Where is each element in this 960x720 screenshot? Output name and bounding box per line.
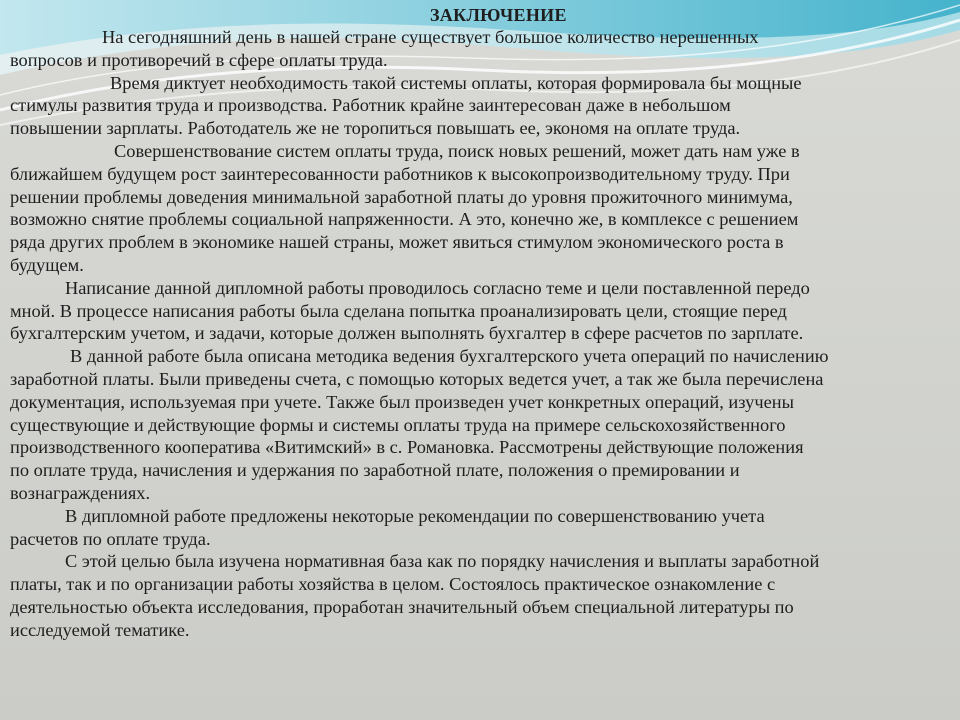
paragraph-6 [10,505,940,551]
text-line: по оплате труда, начисления и удержания по заработной плате, положения о премировании и [10,460,740,481]
text-line: Совершенствование систем оплаты труда, поиск новых решений, может дать нам уже в [114,140,800,161]
text-line: Написание данной дипломной работы проводилось согласно теме и цели поставленной передо [65,277,810,298]
paragraph-3 [10,140,940,277]
text-line: существующие и действующие формы и системы оплаты труда на примере сельскохозяйственного [10,414,786,435]
text-line: ряда других проблем в экономике нашей страны, может явиться стимулом экономического роста в [10,232,784,253]
slide-title: ЗАКЛЮЧЕНИЕ [430,5,567,25]
text-line: вопросов и противоречий в сфере оплаты труда. [10,49,388,70]
text-line: исследуемой тематике. [10,619,190,640]
text-line: В данной работе была описана методика ведения бухгалтерского учета операций по начислению [70,346,829,367]
text-line: С этой целью была изучена нормативная база как по порядку начисления и выплаты заработной [65,551,820,572]
text-line: вознаграждениях. [10,482,151,503]
text-line: бухгалтерским учетом, и задачи, которые должен выполнять бухгалтер в сфере расчетов по зарплате. [10,323,804,344]
paragraph-5 [10,345,940,505]
slide-content [10,0,940,642]
text-line: производственного кооператива «Витимский» в с. Романовка. Рассмотрены действующие положения [10,437,804,458]
text-line: Время диктует необходимость такой системы оплаты, которая формировала бы мощные [110,72,802,93]
paragraph-4 [10,277,940,345]
paragraph-2 [10,72,940,140]
text-line: мной. В процессе написания работы была сделана попытка проанализировать цели, стоящие перед [10,300,787,321]
text-line: будущем. [10,254,84,275]
text-line: ближайшем будущем рост заинтересованности работников к высокопроизводительному труду. При [10,163,790,184]
text-line: расчетов по оплате труда. [10,528,211,549]
text-line: возможно снятие проблемы социальной напряженности. А это, конечно же, в комплексе с решением [10,209,799,230]
text-line: На сегодняшний день в нашей стране существует большое количество нерешенных [102,27,759,47]
text-line: деятельностью объекта исследования, проработан значительный объем специальной литературы по [10,596,794,617]
text-line: В дипломной работе предложены некоторые рекомендации по совершенствованию учета [65,505,765,526]
text-line: решении проблемы доведения минимальной заработной платы до уровня прожиточного минимума, [10,186,793,207]
paragraph-1 [10,26,940,72]
text-line: документация, используемая при учете. Также был произведен учет конкретных операций, изучены [10,391,794,412]
text-line: платы, так и по организации работы хозяйства в целом. Состоялось практическое ознакомление с [10,574,776,595]
text-line: повышении зарплаты. Работодатель же не торопиться повышать ее, экономя на оплате труда. [10,118,741,139]
text-line: заработной платы. Были приведены счета, с помощью которых ведется учет, а так же была перечислена [10,368,824,389]
text-line: стимулы развития труда и производства. Работник крайне заинтересован даже в небольшом [10,95,731,116]
paragraph-7 [10,550,940,641]
